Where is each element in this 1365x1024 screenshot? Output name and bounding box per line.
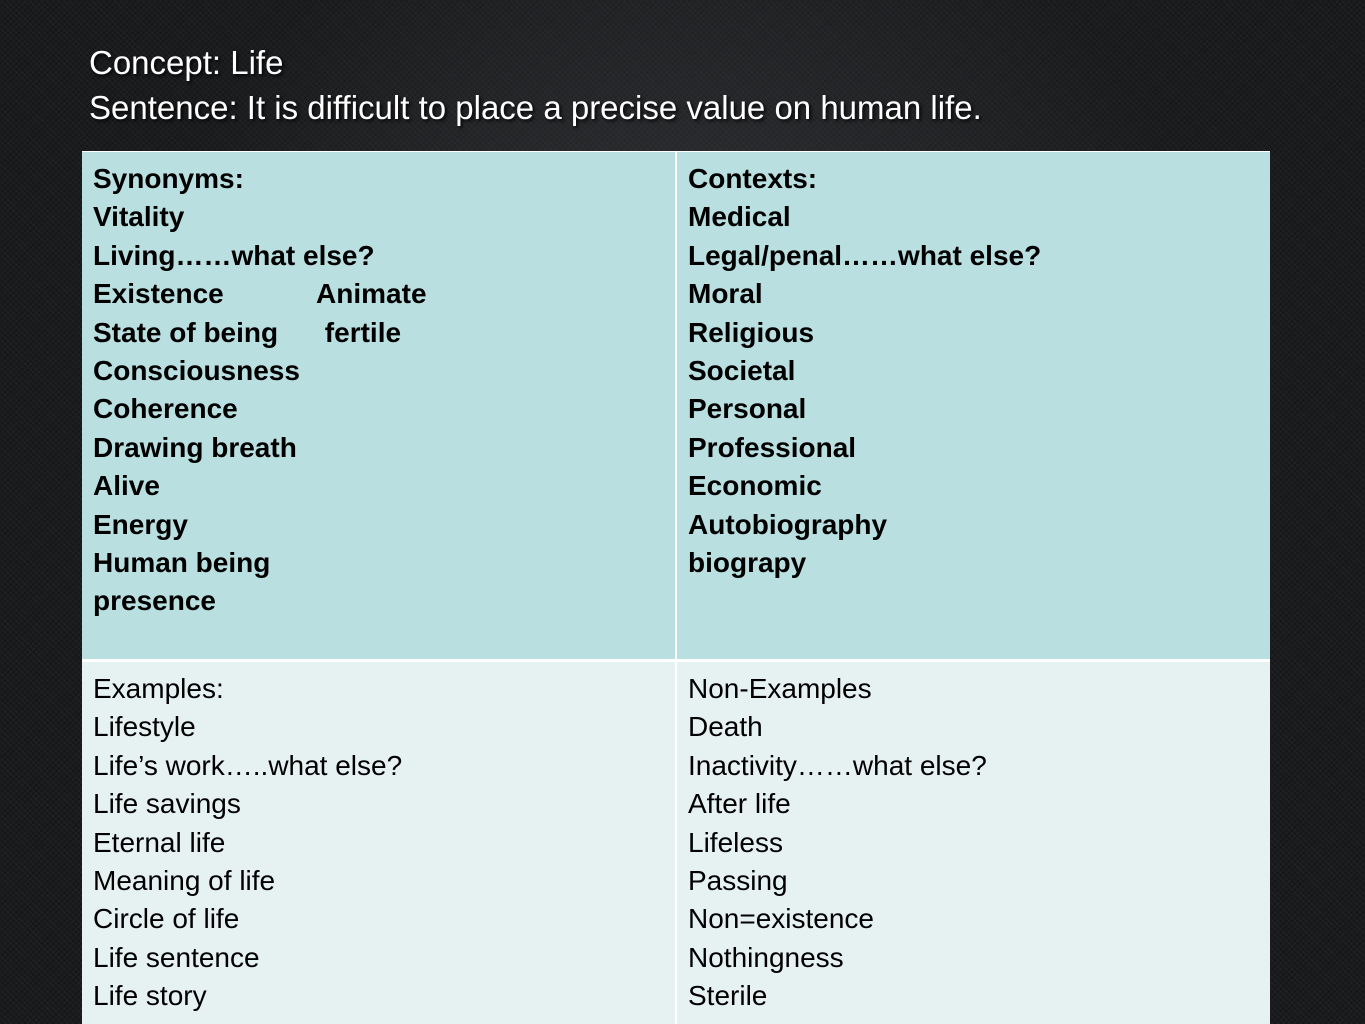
synonym-item: Existence Animate [93, 278, 427, 310]
slide-header [89, 40, 982, 130]
context-item: Religious [688, 316, 815, 348]
concept-title: Concept: Life [89, 44, 284, 81]
example-item: Lifestyle [93, 711, 196, 743]
examples-cell [82, 662, 675, 1024]
non-example-item: Inactivity……what else? [688, 749, 987, 781]
example-item: Life story [93, 980, 207, 1012]
example-item: Eternal life [93, 826, 226, 858]
context-item: Societal [688, 355, 796, 387]
example-item: Life savings [93, 788, 241, 820]
example-item: Meaning of life [93, 865, 276, 897]
example-item: Life sentence [93, 941, 260, 973]
context-item: Professional [688, 431, 857, 463]
context-item: Autobiography [688, 508, 888, 540]
synonym-item: Drawing breath [93, 431, 297, 463]
context-item: biograpy [688, 547, 807, 579]
synonym-item: Coherence [93, 393, 238, 425]
example-item: Circle of life [93, 903, 240, 935]
synonym-item: Vitality [93, 201, 185, 233]
non-example-item: Sterile [688, 980, 768, 1012]
synonym-item: Human being [93, 547, 271, 579]
non-example-item: Death [688, 711, 763, 743]
example-item: Life’s work…..what else? [93, 749, 403, 781]
synonym-item: Consciousness [93, 355, 300, 387]
non-example-item: Non=existence [688, 903, 875, 935]
non-example-item: Passing [688, 865, 788, 897]
non-examples-heading: Non-Examples [688, 673, 872, 704]
synonyms-cell [82, 152, 675, 659]
sentence-text: Sentence: It is difficult to place a precise value on human life. [89, 89, 982, 126]
synonym-item: Energy [93, 508, 188, 540]
non-example-item: Nothingness [688, 941, 844, 973]
contexts-cell [677, 152, 1270, 659]
concept-table [82, 151, 1270, 1024]
examples-heading: Examples: [93, 673, 224, 704]
synonym-item: Living……what else? [93, 239, 375, 271]
context-item: Moral [688, 278, 763, 310]
synonym-item: presence [93, 585, 216, 617]
context-item: Legal/penal……what else? [688, 239, 1042, 271]
non-example-item: Lifeless [688, 826, 783, 858]
context-item: Personal [688, 393, 807, 425]
contexts-heading: Contexts: [688, 163, 818, 194]
context-item: Economic [688, 470, 822, 502]
synonym-item: Alive [93, 470, 160, 502]
context-item: Medical [688, 201, 791, 233]
synonyms-heading: Synonyms: [93, 163, 244, 194]
non-example-item: After life [688, 788, 791, 820]
non-examples-cell [677, 662, 1270, 1024]
synonym-item: State of being fertile [93, 316, 402, 348]
